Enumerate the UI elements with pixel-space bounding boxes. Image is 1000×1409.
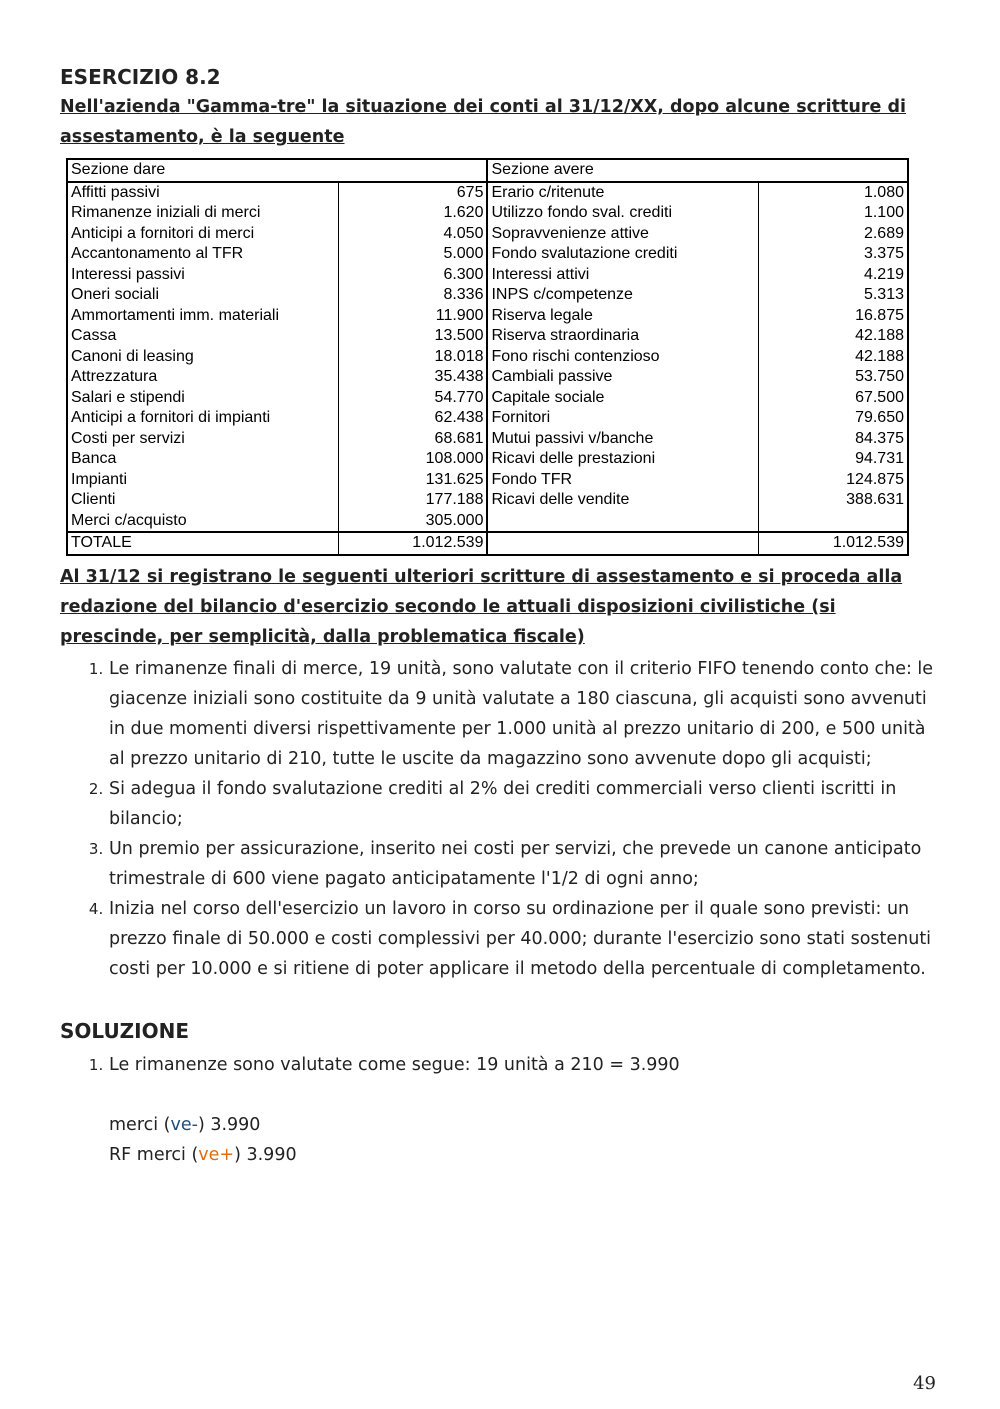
table-row <box>67 182 908 204</box>
dare-value: 305.000 <box>338 511 487 533</box>
avere-account: Sopravvenienze attive <box>487 224 758 245</box>
table-row <box>67 347 908 368</box>
dare-value: 8.336 <box>338 285 487 306</box>
total-dare: 1.012.539 <box>338 532 487 555</box>
avere-account: Ricavi delle prestazioni <box>487 449 758 470</box>
dare-value: 131.625 <box>338 470 487 491</box>
total-label: TOTALE <box>67 532 338 555</box>
avere-value: 3.375 <box>759 244 908 265</box>
table-row <box>67 511 908 533</box>
table-row <box>67 326 908 347</box>
avere-value: 53.750 <box>759 367 908 388</box>
total-avere: 1.012.539 <box>759 532 908 555</box>
entry-account: merci ( <box>109 1114 171 1135</box>
avere-account: Erario c/ritenute <box>487 182 758 204</box>
avere-value: 1.100 <box>759 203 908 224</box>
dare-value: 6.300 <box>338 265 487 286</box>
total-avere-empty <box>487 532 758 555</box>
dare-account: Cassa <box>71 327 117 344</box>
dare-account: Affitti passivi <box>71 183 160 201</box>
dare-account: Attrezzatura <box>71 368 158 385</box>
table-header-row <box>67 159 908 182</box>
table-row <box>67 224 908 245</box>
dare-value: 1.620 <box>338 203 487 224</box>
avere-value: 2.689 <box>759 224 908 245</box>
journal-entry-debit <box>109 1110 938 1140</box>
avere-account: Mutui passivi v/banche <box>487 429 758 450</box>
dare-account: Ammortamenti imm. materiali <box>71 306 280 324</box>
table-row <box>67 285 908 306</box>
avere-account: INPS c/competenze <box>487 285 758 306</box>
dare-account: Anticipi a fornitori di impianti <box>71 409 271 426</box>
avere-account: Capitale sociale <box>487 388 758 409</box>
avere-value: 1.080 <box>759 182 908 204</box>
avere-account: Utilizzo fondo sval. crediti <box>487 203 758 224</box>
adjustment-item <box>108 654 938 774</box>
header-dare: Sezione dare <box>67 159 487 182</box>
dare-account: Accantonamento al TFR <box>71 245 244 262</box>
document-page <box>60 62 938 1170</box>
dare-value: 675 <box>338 182 487 204</box>
avere-account: Riserva legale <box>487 306 758 327</box>
adjustment-item-text: Inizia nel corso dell'esercizio un lavoro in corso su ordinazione per il quale sono previsti: un prezzo finale di 50.000 e costi complessivi per 40.000; durante l'esercizio sono stati sostenuti costi per 10.000 e si ritiene di poter applicare il metodo della percentuale di completamento. <box>109 898 932 979</box>
avere-account <box>487 511 758 533</box>
dare-value: 68.681 <box>338 429 487 450</box>
accounts-table <box>66 158 909 556</box>
adjustments-list <box>60 654 938 984</box>
dare-account: Rimanenze iniziali di merci <box>71 204 261 221</box>
avere-value: 4.219 <box>759 265 908 286</box>
dare-account: Banca <box>71 450 117 467</box>
dare-value: 108.000 <box>338 449 487 470</box>
dare-account: Canoni di leasing <box>71 347 194 365</box>
dare-value: 62.438 <box>338 408 487 429</box>
table-row <box>67 203 908 224</box>
dare-account: Interessi passivi <box>71 265 185 283</box>
header-avere: Sezione avere <box>487 159 908 182</box>
adjustment-item-text: Un premio per assicurazione, inserito nei costi per servizi, che prevede un canone anticipato trimestrale di 600 viene pagato anticipatamente l'1/2 di ogni anno; <box>109 838 922 889</box>
avere-value: 42.188 <box>759 347 908 368</box>
exercise-title: ESERCIZIO 8.2 <box>60 65 221 89</box>
adjustment-item <box>108 774 938 834</box>
dare-value: 18.018 <box>338 347 487 368</box>
ve-minus-tag: ve- <box>170 1114 198 1135</box>
table-row <box>67 470 908 491</box>
table-row <box>67 490 908 511</box>
avere-account: Fornitori <box>487 408 758 429</box>
dare-value: 177.188 <box>338 490 487 511</box>
avere-account: Interessi attivi <box>487 265 758 286</box>
entry-amount: ) 3.990 <box>197 1114 261 1135</box>
table-row <box>67 408 908 429</box>
dare-value: 35.438 <box>338 367 487 388</box>
avere-account: Ricavi delle vendite <box>487 490 758 511</box>
avere-value: 5.313 <box>759 285 908 306</box>
instructions-text: Al 31/12 si registrano le seguenti ulteriori scritture di assestamento e si proceda alla redazione del bilancio d'esercizio secondo le attuali disposizioni civilistiche (si prescinde, per semplicità, dalla problematica fiscale) <box>60 566 903 647</box>
adjustment-item-text: Le rimanenze finali di merce, 19 unità, sono valutate con il criterio FIFO tenendo conto che: le giacenze iniziali sono costituite da 9 unità valutate a 180 ciascuna, gli acquisti sono avvenuti in due momenti diversi rispettivamente per 1.000 unità al prezzo unitario di 200, e 500 unità al prezzo unitario di 210, tutte le uscite da magazzino sono avvenute dopo gli acquisti; <box>109 658 934 769</box>
dare-value: 5.000 <box>338 244 487 265</box>
adjustment-item-text: Si adegua il fondo svalutazione crediti al 2% dei crediti commerciali verso clienti iscritti in bilancio; <box>109 778 897 829</box>
dare-account: Oneri sociali <box>71 286 160 303</box>
table-total-row <box>67 532 908 555</box>
avere-value: 16.875 <box>759 306 908 327</box>
table-row <box>67 367 908 388</box>
avere-value: 67.500 <box>759 388 908 409</box>
table-row <box>67 265 908 286</box>
adjustment-item <box>108 894 938 984</box>
solution-title: SOLUZIONE <box>60 1018 190 1043</box>
solution-item <box>108 1050 938 1080</box>
avere-value <box>759 511 908 533</box>
dare-account: Impianti <box>71 470 128 488</box>
avere-account: Fondo TFR <box>487 470 758 491</box>
dare-account: Costi per servizi <box>71 429 185 447</box>
dare-account: Anticipi a fornitori di merci <box>71 224 255 242</box>
avere-value: 124.875 <box>759 470 908 491</box>
dare-value: 13.500 <box>338 326 487 347</box>
adjustment-item <box>108 834 938 894</box>
dare-account: Merci c/acquisto <box>71 511 187 529</box>
page-number: 49 <box>913 1373 936 1394</box>
table-row <box>67 388 908 409</box>
avere-value: 84.375 <box>759 429 908 450</box>
journal-entry-credit <box>109 1140 938 1170</box>
avere-value: 94.731 <box>759 449 908 470</box>
dare-account: Clienti <box>71 491 116 508</box>
avere-value: 388.631 <box>759 490 908 511</box>
avere-account: Riserva straordinaria <box>487 326 758 347</box>
avere-value: 79.650 <box>759 408 908 429</box>
dare-account: Salari e stipendi <box>71 388 185 406</box>
exercise-intro: Nell'azienda "Gamma-tre" la situazione dei conti al 31/12/XX, dopo alcune scritture di assestamento, è la seguente <box>60 97 906 147</box>
avere-value: 42.188 <box>759 326 908 347</box>
table-row <box>67 244 908 265</box>
avere-account: Cambiali passive <box>487 367 758 388</box>
solution-item-text: Le rimanenze sono valutate come segue: 19 unità a 210 = 3.990 <box>109 1054 680 1075</box>
avere-account: Fono rischi contenzioso <box>487 347 758 368</box>
avere-account: Fondo svalutazione crediti <box>487 244 758 265</box>
entry-amount: ) 3.990 <box>234 1144 297 1165</box>
table-row <box>67 449 908 470</box>
dare-value: 4.050 <box>338 224 487 245</box>
entry-account: RF merci ( <box>109 1144 199 1165</box>
table-row <box>67 306 908 327</box>
table-row <box>67 429 908 450</box>
ve-plus-tag: ve+ <box>198 1144 235 1165</box>
solution-list <box>60 1050 938 1080</box>
dare-value: 11.900 <box>338 306 487 327</box>
dare-value: 54.770 <box>338 388 487 409</box>
